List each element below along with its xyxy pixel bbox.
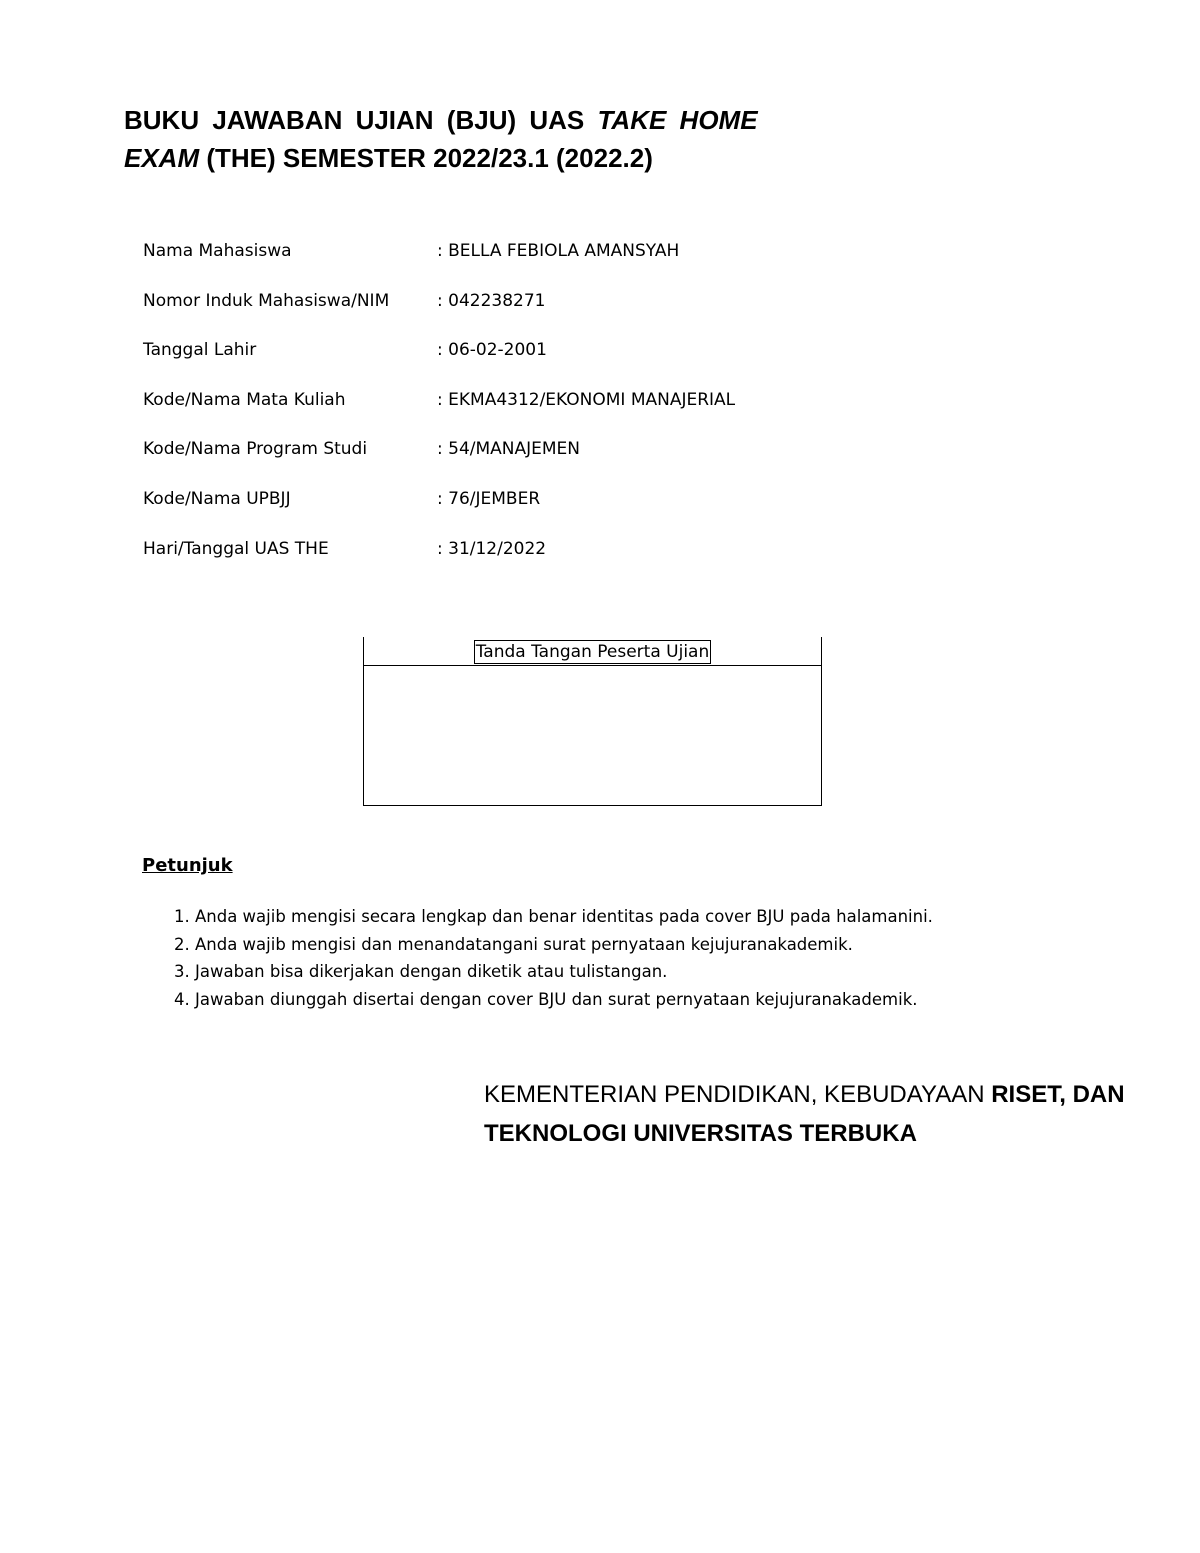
identity-label: Kode/Nama UPBJJ [143,488,291,509]
identity-label: Kode/Nama Mata Kuliah [143,389,346,410]
identity-value: : 54/MANAJEMEN [437,439,581,460]
document-title-line-2 [124,139,844,177]
instructions-list [174,903,933,1013]
identity-value: : 31/12/2022 [437,538,547,559]
identity-value: : 76/JEMBER [437,488,541,509]
signature-box [363,637,822,806]
identity-label: Nama Mahasiswa [143,241,292,261]
identity-value: : 042238271 [437,290,546,311]
instruction-item: 4. Jawaban diunggah disertai dengan cover BJU dan surat pernyataan kejujuranakademik. [174,989,918,1009]
instruction-item: 1. Anda wajib mengisi secara lengkap dan benar identitas pada cover BJU pada halamanini. [174,907,933,926]
signature-label: Tanda Tangan Peserta Ujian [475,642,710,662]
ministry-text-bold: RISET, DAN [991,1081,1125,1108]
instruction-item: 2. Anda wajib mengisi dan menandatangani surat pernyataan kejujuranakademik. [174,934,853,954]
document-title-line-1 [124,101,844,139]
identity-label: Hari/Tanggal UAS THE [143,538,329,559]
document-title [124,101,844,177]
ministry-line-2: TEKNOLOGI UNIVERSITAS TERBUKA [484,1120,917,1147]
ministry-line-1 [484,1075,1184,1114]
ministry-text-regular: KEMENTERIAN PENDIDIKAN, KEBUDAYAAN [484,1081,992,1108]
instruction-item: 3. Jawaban bisa dikerjakan dengan diketik atau tulistangan. [174,962,668,981]
identity-value: : EKMA4312/EKONOMI MANAJERIAL [437,389,736,410]
title-text-1: BUKU JAWABAN UJIAN (BJU) UAS [124,105,598,135]
title-italic-1: TAKE HOME [597,105,758,135]
identity-value: : BELLA FEBIOLA AMANSYAH [437,241,680,261]
signature-divider [364,665,821,666]
identity-label: Nomor Induk Mahasiswa/NIM [143,290,390,311]
identity-label: Kode/Nama Program Studi [143,439,368,460]
title-text-2: (THE) SEMESTER 2022/23.1 (2022.2) [199,143,653,173]
title-italic-2: EXAM [124,143,200,173]
instructions-heading: Petunjuk [142,855,233,876]
ministry-footer [484,1075,1184,1153]
identity-value: : 06-02-2001 [437,340,547,361]
identity-label: Tanggal Lahir [143,340,257,361]
